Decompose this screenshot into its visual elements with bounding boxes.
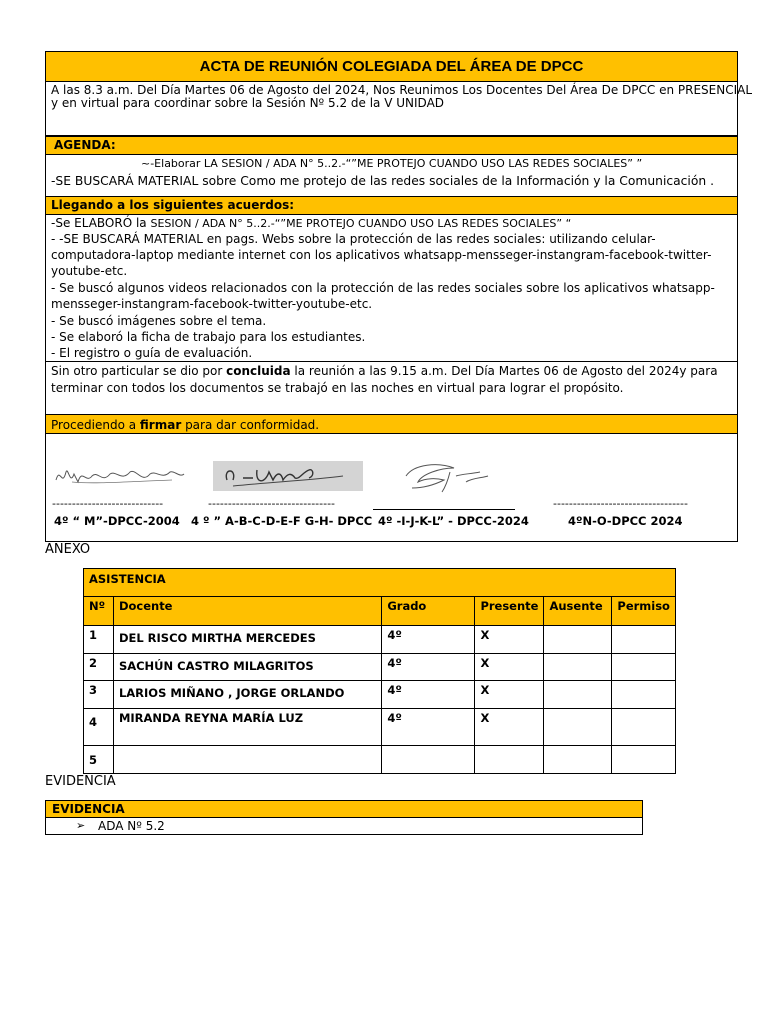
agreement-item: - Se elaboró la ficha de trabajo para los estudiantes. <box>51 330 366 344</box>
evidence-title: EVIDENCIA <box>52 802 125 816</box>
agenda-item-1-title: “”ME PROTEJO CUANDO USO LAS REDES SOCIALES” ” <box>345 157 643 170</box>
row-ausente <box>544 626 612 654</box>
table-row <box>84 626 676 654</box>
agreement-item: mensseger-instangram-facebook-twitter-youtube-etc. <box>51 297 373 311</box>
agreement-item: - Se buscó algunos videos relacionados con la protección de las redes sociales sobre los aplicativos whatsapp- <box>51 281 715 295</box>
table-row <box>84 681 676 709</box>
row-presente: X <box>475 709 544 746</box>
agreements-line-1-mid: SESION / ADA N° 5..2.- <box>150 217 275 230</box>
signature-group-3: 4º -I-J-K-L” - DPCC-2024 <box>378 514 529 528</box>
signing-header <box>45 414 738 434</box>
row-permiso <box>612 626 676 654</box>
agreement-item: youtube-etc. <box>51 264 128 278</box>
attendance-header-row <box>84 597 676 626</box>
intro-section <box>45 81 753 136</box>
closing-bold: concluida <box>226 364 291 378</box>
row-presente: X <box>475 681 544 709</box>
signature-3-image <box>396 458 492 494</box>
row-docente: SACHÚN CASTRO MILAGRITOS <box>113 654 381 681</box>
signing-text-a: Procediendo a <box>51 418 140 432</box>
table-row <box>84 654 676 681</box>
agreement-item: - Se buscó imágenes sobre el tema. <box>51 314 267 328</box>
agreement-item: computadora-laptop mediante internet con los aplicativos whatsapp-mensseger-instangram-facebook-twitter- <box>51 248 712 262</box>
table-row <box>84 709 676 746</box>
row-number: 3 <box>84 681 114 709</box>
row-grado: 4º <box>382 626 475 654</box>
signature-line-1: ---------------------------- <box>52 497 164 510</box>
agenda-item-2: -SE BUSCARÁ MATERIAL sobre Como me protejo de las redes sociales de la Información y la Comunicación . <box>51 174 714 188</box>
row-docente: DEL RISCO MIRTHA MERCEDES <box>113 626 381 654</box>
agenda-item-1-prefix: ~-Elaborar LA SESION / ADA N° 5..2.- <box>141 157 346 170</box>
evidence-body <box>45 817 643 835</box>
closing-text-a: Sin otro particular se dio por <box>51 364 227 378</box>
row-grado: 4º <box>382 709 475 746</box>
column-header-presente: Presente <box>475 597 544 626</box>
signature-line-2: -------------------------------- <box>208 497 336 510</box>
signature-group-2: 4 º ” A-B-C-D-E-F G-H- DPCC <box>191 514 373 528</box>
agreements-header <box>45 196 738 215</box>
row-permiso <box>612 681 676 709</box>
row-presente <box>475 746 544 774</box>
agenda-label: AGENDA: <box>54 138 116 152</box>
evidence-bullet-icon: ➢ <box>76 819 86 832</box>
closing-section <box>45 361 738 415</box>
column-header-number: Nº <box>84 597 114 626</box>
closing-line-2: terminar con todos los documentos se trabajó en las noches en virtual para lograr el propósito. <box>51 381 624 395</box>
intro-line-1: A las 8.3 a.m. Del Día Martes 06 de Agosto del 2024, Nos Reunimos Los Docentes Del Área De DPCC en PRESENCIAL <box>51 83 753 97</box>
row-docente: LARIOS MIÑANO , JORGE ORLANDO <box>113 681 381 709</box>
row-ausente <box>544 746 612 774</box>
column-header-ausente: Ausente <box>544 597 612 626</box>
row-number: 2 <box>84 654 114 681</box>
agreements-line-1-title: “”ME PROTEJO CUANDO USO LAS REDES SOCIALES” “ <box>274 217 572 230</box>
agreements-line-1-prefix: -Se ELABORÓ la <box>51 216 151 230</box>
row-grado: 4º <box>382 654 475 681</box>
column-header-docente: Docente <box>113 597 381 626</box>
signature-1-image <box>52 458 187 494</box>
agreements-label: Llegando a los siguientes acuerdos: <box>51 198 295 212</box>
signature-2-image <box>213 458 363 494</box>
closing-text-b: la reunión a las 9.15 a.m. Del Día Martes 06 de Agosto del 2024y para <box>290 364 718 378</box>
agreements-line-1 <box>46 216 576 231</box>
signing-text-b: para dar conformidad. <box>181 418 320 432</box>
agreement-item: - El registro o guía de evaluación. <box>51 346 253 360</box>
evidence-item: ADA Nº 5.2 <box>98 819 165 833</box>
column-header-permiso: Permiso <box>612 597 676 626</box>
row-presente: X <box>475 626 544 654</box>
row-permiso <box>612 746 676 774</box>
column-header-grado: Grado <box>382 597 475 626</box>
closing-line-1 <box>46 364 723 378</box>
evidence-label: EVIDENCIA <box>45 774 116 789</box>
row-docente: MIRANDA REYNA MARÍA LUZ <box>113 709 381 746</box>
table-row <box>84 746 676 774</box>
document-title: ACTA DE REUNIÓN COLEGIADA DEL ÁREA DE DPCC <box>45 51 738 82</box>
signature-line-4: ---------------------------------- <box>553 497 688 510</box>
row-permiso <box>612 709 676 746</box>
signature-line-3 <box>373 509 515 510</box>
row-docente <box>113 746 381 774</box>
evidence-header <box>45 800 643 818</box>
row-grado: 4º <box>382 681 475 709</box>
row-ausente <box>544 654 612 681</box>
agreements-section <box>45 214 738 362</box>
signing-bold: firmar <box>139 418 182 432</box>
agenda-section <box>45 154 738 197</box>
row-number: 1 <box>84 626 114 654</box>
agenda-item-1 <box>141 157 642 170</box>
agenda-header <box>45 136 738 155</box>
row-permiso <box>612 654 676 681</box>
attendance-table <box>83 568 676 774</box>
agreement-item: - -SE BUSCARÁ MATERIAL en pags. Webs sobre la protección de las redes sociales: utilizando celular- <box>51 232 656 246</box>
row-ausente <box>544 709 612 746</box>
row-number: 4 <box>84 709 114 746</box>
row-number: 5 <box>84 746 114 774</box>
attendance-title-row <box>84 569 676 597</box>
row-grado <box>382 746 475 774</box>
attendance-title: ASISTENCIA <box>84 569 676 597</box>
intro-line-2: y en virtual para coordinar sobre la Sesión Nº 5.2 de la V UNIDAD <box>51 96 445 110</box>
row-ausente <box>544 681 612 709</box>
row-presente: X <box>475 654 544 681</box>
signature-group-4: 4ºN-O-DPCC 2024 <box>568 514 683 528</box>
annex-label: ANEXO <box>45 542 91 557</box>
signing-text <box>46 418 324 432</box>
signature-group-1: 4º “ M”-DPCC-2004 <box>54 514 180 528</box>
